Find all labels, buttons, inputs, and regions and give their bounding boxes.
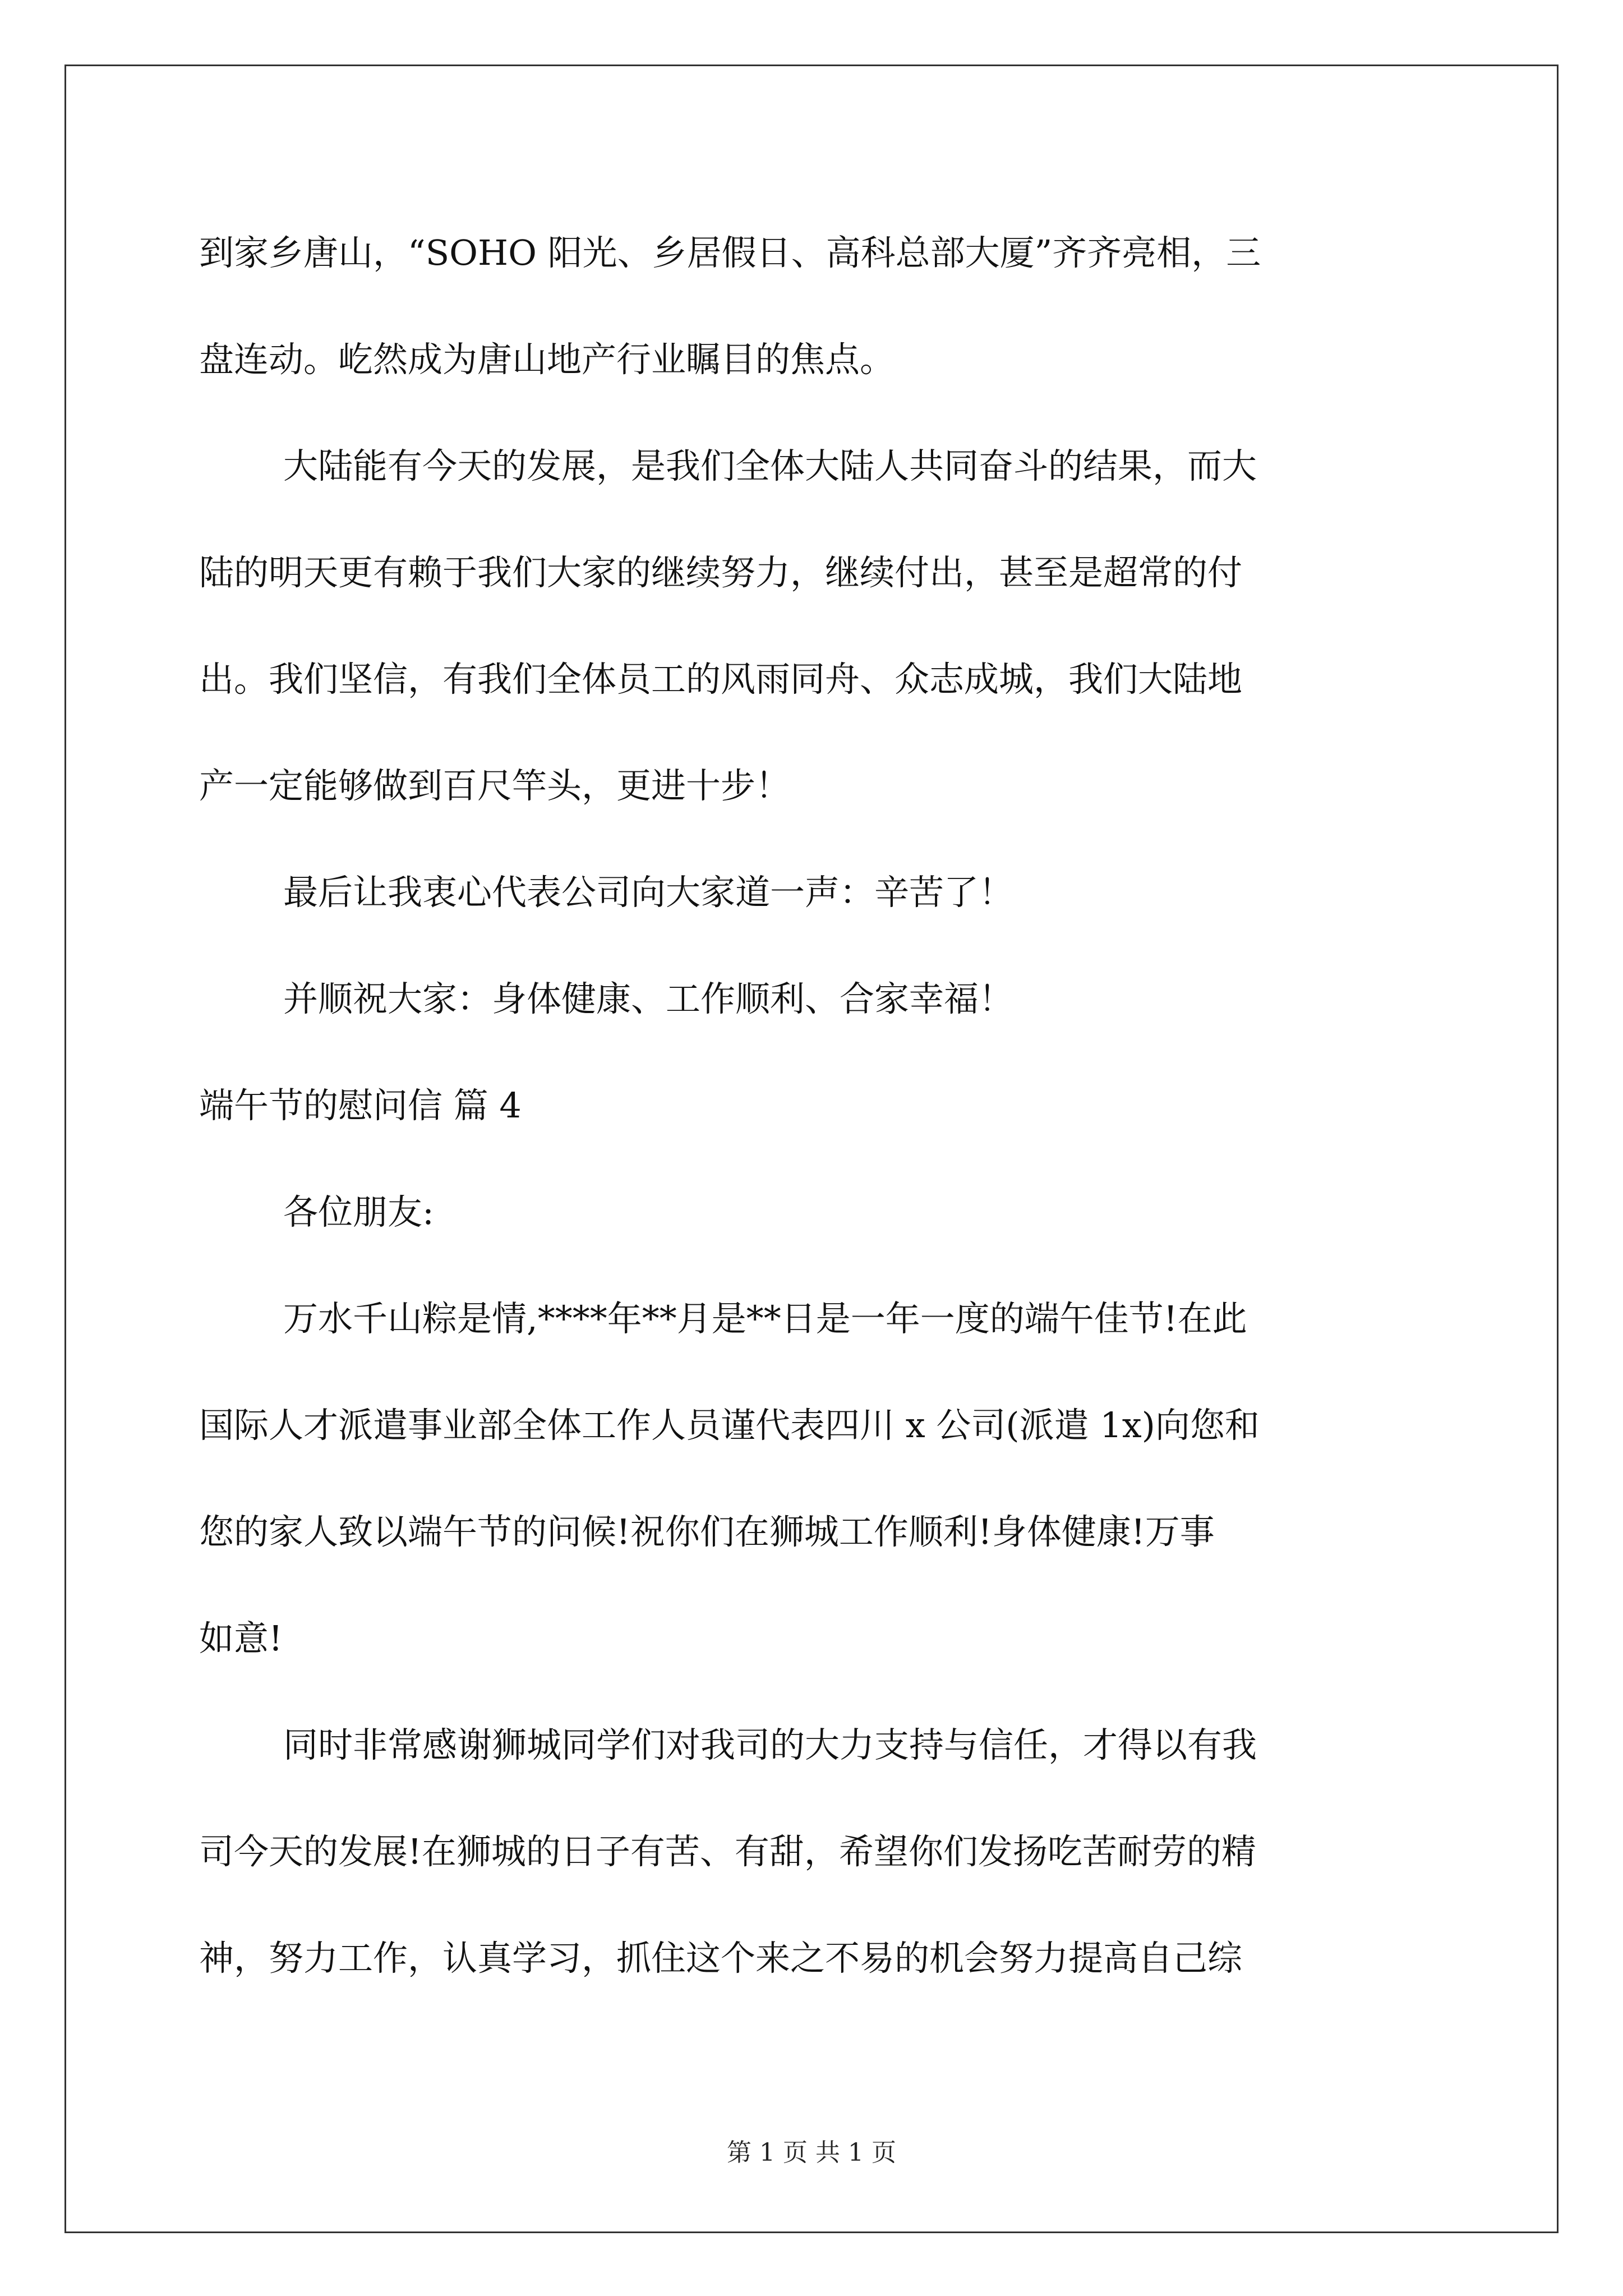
section-heading: 端午节的慰问信 篇 4 (199, 1085, 522, 1126)
salutation: 各位朋友: (283, 1191, 434, 1232)
text-line: 大陆能有今天的发展，是我们全体大陆人共同奋斗的结果，而大 (283, 445, 1257, 486)
text-line: 司今天的发展!在狮城的日子有苦、有甜，希望你们发扬吃苦耐劳的精 (199, 1831, 1256, 1872)
text-line: 同时非常感谢狮城同学们对我司的大力支持与信任，才得以有我 (283, 1724, 1257, 1765)
text-line: 国际人才派遣事业部全体工作人员谨代表四川 x 公司(派遣 1x)向您和 (199, 1405, 1260, 1446)
text-line: 如意! (199, 1618, 283, 1659)
page-footer: 第 1 页 共 1 页 (727, 2138, 896, 2167)
text-line: 您的家人致以端午节的问候!祝你们在狮城工作顺利!身体健康!万事 (199, 1511, 1215, 1552)
text-line: 并顺祝大家：身体健康、工作顺利、合家幸福！ (283, 978, 1014, 1019)
text-line: 盘连动。屹然成为唐山地产行业瞩目的焦点。 (199, 339, 895, 380)
text-line: 产一定能够做到百尺竿头，更进十步！ (199, 765, 791, 806)
text-line: 最后让我衷心代表公司向大家道一声：辛苦了！ (283, 872, 1014, 913)
document-body (199, 200, 1430, 2012)
text-line: 到家乡唐山，“SOHO 阳光、乡居假日、高科总部大厦”齐齐亮相，三 (199, 232, 1261, 273)
text-line: 陆的明天更有赖于我们大家的继续努力，继续付出，甚至是超常的付 (199, 552, 1243, 593)
text-line: 出。我们坚信，有我们全体员工的风雨同舟、众志成城，我们大陆地 (199, 659, 1243, 700)
text-line: 神，努力工作，认真学习，抓住这个来之不易的机会努力提高自己综 (199, 1938, 1243, 1978)
text-line: 万水千山粽是情,****年**月是**日是一年一度的端午佳节!在此 (283, 1298, 1247, 1339)
